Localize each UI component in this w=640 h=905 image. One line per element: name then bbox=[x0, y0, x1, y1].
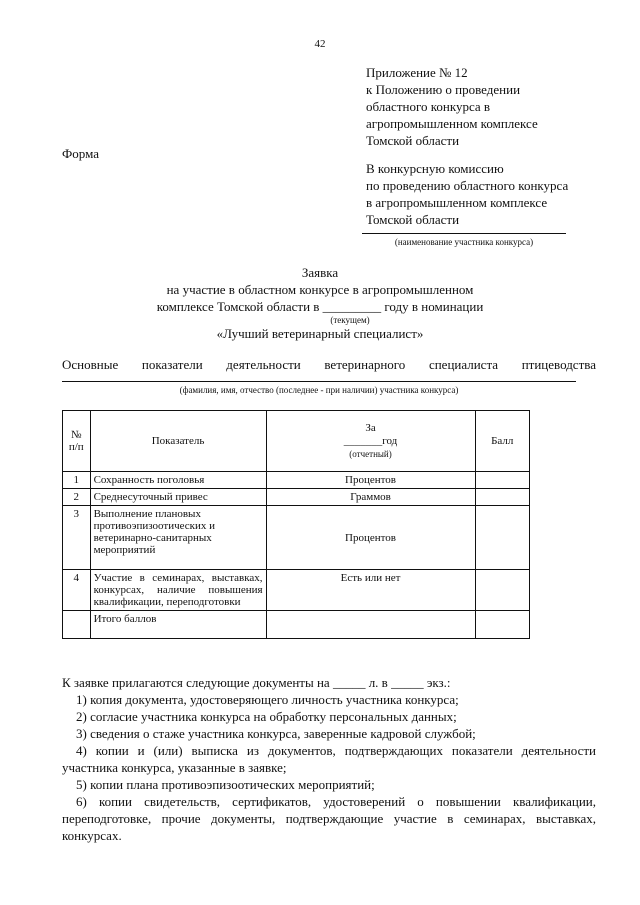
table-row bbox=[63, 570, 530, 611]
header-period-caption: (отчетный) bbox=[349, 448, 392, 459]
addressee-line: по проведению областного конкурса bbox=[366, 178, 569, 193]
table-row bbox=[63, 489, 530, 506]
row-indicator: Среднесуточный привес bbox=[90, 489, 266, 506]
table-row bbox=[63, 506, 530, 570]
appendix-line: Томской области bbox=[366, 133, 460, 148]
appendix-line: агропромышленном комплексе bbox=[366, 116, 538, 131]
header-period-top: За bbox=[365, 421, 376, 434]
row-score[interactable] bbox=[475, 489, 530, 506]
table-header-row bbox=[63, 411, 530, 472]
fio-caption: (фамилия, имя, отчество (последнее - при наличии) участника конкурса) bbox=[179, 385, 459, 395]
addressee-line: В конкурсную комиссию bbox=[366, 161, 504, 176]
document-item: 5) копии плана противоэпизоотических мероприятий; bbox=[76, 777, 375, 792]
row-unit: Процентов bbox=[266, 472, 475, 489]
total-unit bbox=[266, 611, 475, 639]
fio-line bbox=[62, 381, 576, 382]
title-heading: Заявка bbox=[301, 265, 339, 280]
addressee-line: в агропромышленном комплексе bbox=[366, 195, 548, 210]
row-score[interactable] bbox=[475, 472, 530, 489]
document-item: 6) копии свидетельств, сертификатов, удостоверений о повышении квалификации, переподготовке, прочие документы, подтверждающие участие в семинарах, выставках, конкурсах. bbox=[62, 794, 596, 843]
row-num: 2 bbox=[63, 489, 91, 506]
total-label: Итого баллов bbox=[90, 611, 266, 639]
total-num bbox=[63, 611, 91, 639]
row-unit: Есть или нет bbox=[266, 570, 475, 611]
participant-name-line bbox=[362, 233, 566, 234]
document-item: 4) копии и (или) выписка из документов, подтверждающих показатели деятельности участника конкурса, указанные в заявке; bbox=[62, 743, 596, 775]
row-unit: Граммов bbox=[266, 489, 475, 506]
row-num: 4 bbox=[63, 570, 91, 611]
total-score[interactable] bbox=[475, 611, 530, 639]
participant-name-caption: (наименование участника конкурса) bbox=[394, 237, 534, 247]
appendix-block bbox=[366, 64, 616, 149]
table-total-row bbox=[63, 611, 530, 639]
document-item: 3) сведения о стаже участника конкурса, заверенные кадровой службой; bbox=[76, 726, 476, 741]
documents-intro: К заявке прилагаются следующие документы на _____ л. в _____ экз.: bbox=[62, 675, 451, 690]
header-indicator: Показатель bbox=[90, 411, 266, 472]
addressee-line: Томской области bbox=[366, 212, 460, 227]
addressee-block bbox=[366, 160, 616, 228]
header-score: Балл bbox=[475, 411, 530, 472]
row-indicator: Сохранность поголовья bbox=[90, 472, 266, 489]
title-line: комплексе Томской области в _________ году в номинации bbox=[156, 299, 484, 314]
row-indicator: Участие в семинарах, выставках, конкурсах, наличие повышения квалификации, переподготовки bbox=[90, 570, 266, 611]
header-period bbox=[266, 411, 475, 472]
appendix-line: областного конкурса в bbox=[366, 99, 491, 114]
row-num: 1 bbox=[63, 472, 91, 489]
form-label: Форма bbox=[62, 146, 99, 161]
row-indicator: Выполнение плановых противоэпизоотических и ветеринарно-санитарных мероприятий bbox=[90, 506, 266, 570]
title-line: на участие в областном конкурсе в агропромышленном bbox=[166, 282, 474, 297]
appendix-line: к Положению о проведении bbox=[366, 82, 521, 97]
header-num: № п/п bbox=[63, 411, 91, 472]
table-row bbox=[63, 472, 530, 489]
appendix-line: Приложение № 12 bbox=[366, 65, 468, 80]
indicators-heading: Основные показатели деятельности ветеринарного специалиста птицеводства bbox=[62, 357, 596, 372]
header-period-year: _______год bbox=[343, 434, 398, 447]
current-year-caption: (текущем) bbox=[330, 315, 370, 325]
indicators-table bbox=[62, 410, 530, 639]
row-score[interactable] bbox=[475, 506, 530, 570]
nomination-name: «Лучший ветеринарный специалист» bbox=[216, 326, 424, 341]
attached-documents bbox=[62, 674, 596, 844]
row-unit: Процентов bbox=[266, 506, 475, 570]
row-num: 3 bbox=[63, 506, 91, 570]
page-number: 42 bbox=[314, 38, 326, 50]
document-item: 1) копия документа, удостоверяющего личность участника конкурса; bbox=[76, 692, 459, 707]
application-title bbox=[0, 264, 640, 342]
row-score[interactable] bbox=[475, 570, 530, 611]
document-item: 2) согласие участника конкурса на обработку персональных данных; bbox=[76, 709, 457, 724]
